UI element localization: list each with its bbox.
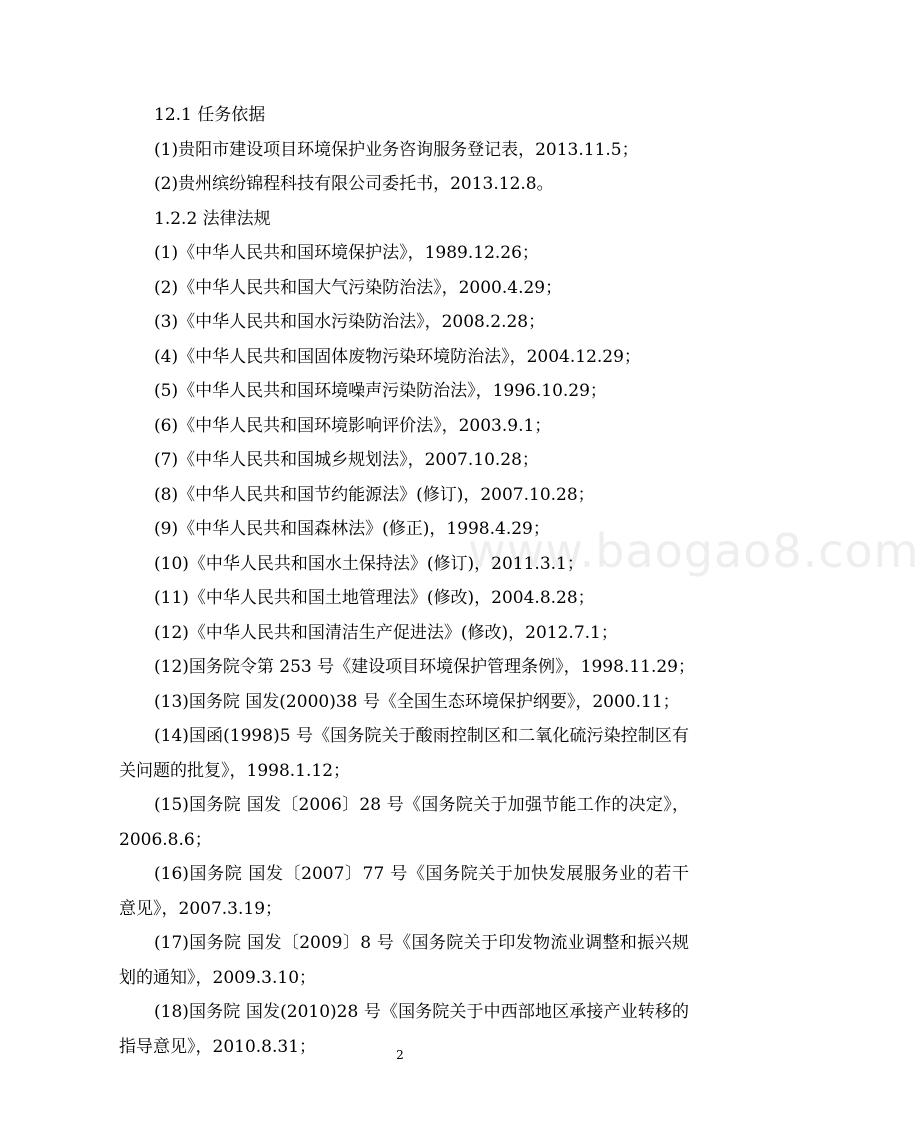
- paragraph: (6)《中华人民共和国环境影响评价法》，2003.9.1；: [154, 415, 552, 436]
- section-heading-task-basis: 12.1 任务依据: [154, 105, 266, 125]
- paragraph: (10)《中华人民共和国水土保持法》(修订)，2011.3.1；: [154, 553, 584, 574]
- paragraph: (8)《中华人民共和国节约能源法》(修订)，2007.10.28；: [154, 484, 595, 505]
- paragraph: (2)《中华人民共和国大气污染防治法》，2000.4.29；: [154, 277, 563, 298]
- paragraph: (13)国务院 国发(2000)38 号《全国生态环境保护纲要》，2000.11；: [154, 691, 680, 712]
- paragraph: (5)《中华人民共和国环境噪声污染防治法》，1996.10.29；: [154, 381, 607, 401]
- paragraph: (11)《中华人民共和国土地管理法》(修改)，2004.8.28；: [154, 588, 595, 608]
- page-number: 2: [396, 1048, 404, 1062]
- paragraph: (1)《中华人民共和国环境保护法》，1989.12.26；: [154, 243, 539, 263]
- watermark: www.baogao8.com: [468, 524, 919, 578]
- paragraph: (12)国务院令第 253 号《建设项目环境保护管理条例》，1998.11.29；: [154, 657, 695, 677]
- paragraph: (17)国务院 国发〔2009〕8 号《国务院关于印发物流业调整和振兴规划的通知》，2009.3.10；: [119, 933, 689, 988]
- paragraph: (4)《中华人民共和国固体废物污染环境防治法》，2004.12.29；: [154, 346, 641, 367]
- paragraph: (7)《中华人民共和国城乡规划法》，2007.10.28；: [154, 450, 539, 470]
- paragraph: (16)国务院 国发〔2007〕77 号《国务院关于加快发展服务业的若干意见》，2007.3.19；: [119, 864, 689, 919]
- paragraph: (9)《中华人民共和国森林法》(修正)，1998.4.29；: [154, 519, 550, 539]
- section-heading-laws: 1.2.2 法律法规: [154, 208, 271, 229]
- paragraph: (2)贵州缤纷锦程科技有限公司委托书，2013.12.8。: [154, 174, 554, 194]
- paragraph: (12)《中华人民共和国清洁生产促进法》(修改)，2012.7.1；: [154, 622, 618, 643]
- paragraph: (18)国务院 国发(2010)28 号《国务院关于中西部地区承接产业转移的指导意见》，2010.8.31；: [119, 1002, 689, 1057]
- paragraph: (3)《中华人民共和国水污染防治法》，2008.2.28；: [154, 312, 546, 332]
- paragraph: (14)国函(1998)5 号《国务院关于酸雨控制区和二氧化硫污染控制区有关问题的批复》，1998.1.12；: [119, 726, 689, 781]
- paragraph: (1)贵阳市建设项目环境保护业务咨询服务登记表，2013.11.5；: [154, 139, 639, 160]
- paragraph: (15)国务院 国发〔2006〕28 号《国务院关于加强节能工作的决定》，2006.8.6；: [119, 795, 689, 850]
